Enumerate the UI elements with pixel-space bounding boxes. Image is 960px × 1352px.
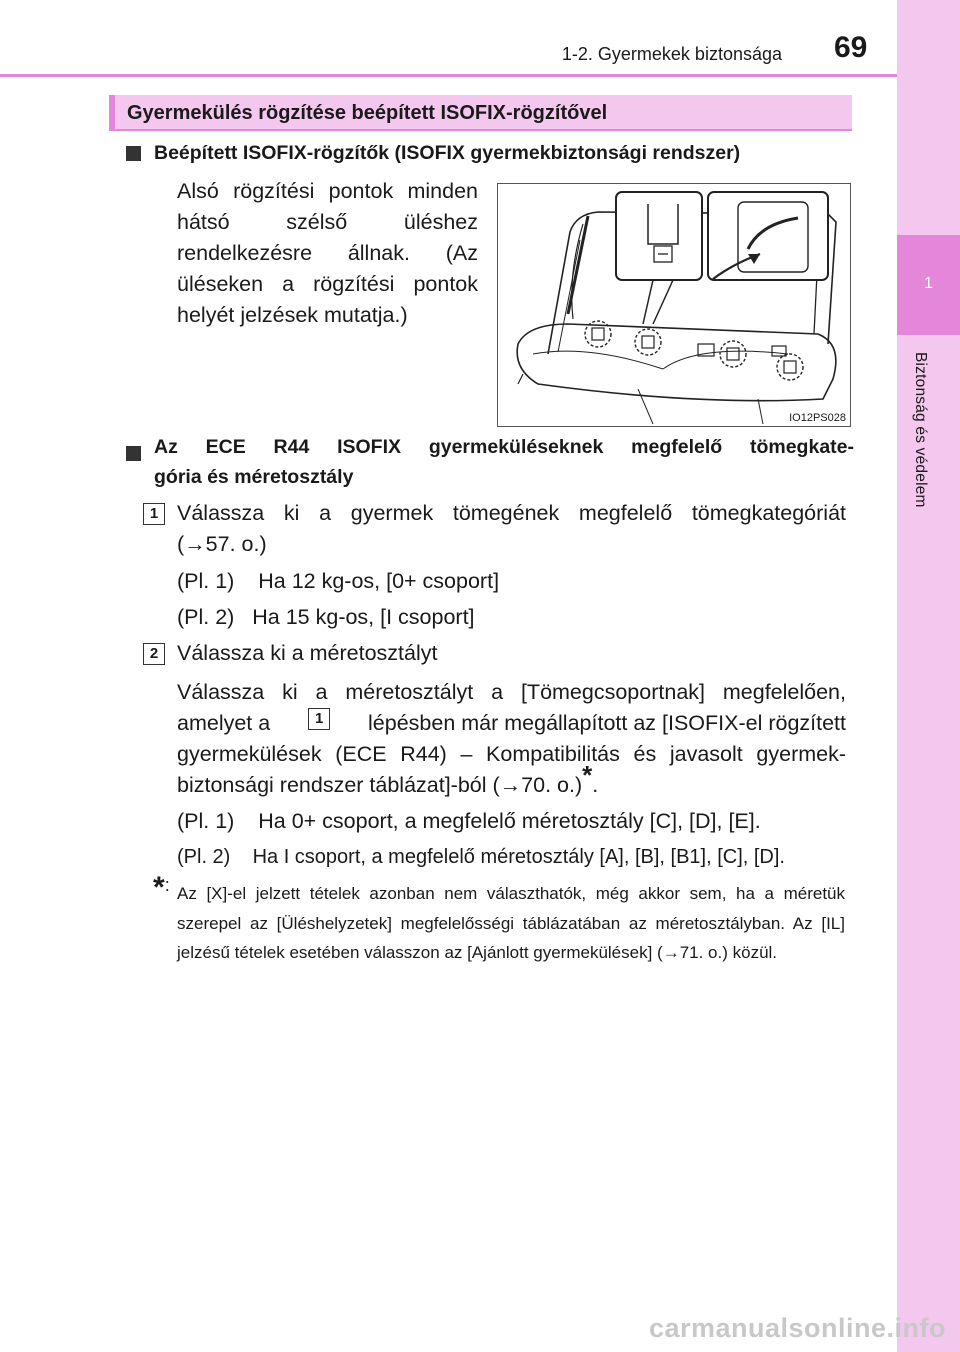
- step-paragraph-fragment: .: [592, 773, 599, 797]
- footnote-text: Az [X]-el jelzett tételek azonban nem választhatók, még akkor sem, ha a méretük szerepel az [Üléshelyzetek] megfelelősségi táblázatában az méretosztályban. Az [IL] jelzésű tételek esetében válasszon az [Ajánlott gyermekülések] (→71. o.) közül.: [177, 884, 845, 962]
- isofix-figure: [497, 183, 851, 427]
- step-example: (Pl. 1) Ha 0+ csoport, a megfelelő méretosztály [C], [D], [E].: [177, 809, 761, 833]
- chapter-number: 1: [924, 275, 933, 292]
- step-paragraph-fragment: lépésben már megállapított az [ISOFIX-el rögzített: [368, 711, 846, 735]
- step-paragraph-line: [177, 708, 846, 738]
- step-number-box: 2: [143, 643, 165, 665]
- step-example: (Pl. 2) Ha I csoport, a megfelelő méretosztály [A], [B], [B1], [C], [D].: [177, 846, 785, 868]
- header-rule: [0, 74, 897, 77]
- section-title-bar: [109, 95, 852, 131]
- step-paragraph-fragment: biztonsági rendszer táblázat]-ból (→70. o.): [177, 773, 583, 797]
- step-example: (Pl. 2) Ha 15 kg-os, [I csoport]: [177, 605, 475, 629]
- figure-code: IO12PS028: [789, 412, 846, 424]
- subsection-heading: Beépített ISOFIX-rögzítők (ISOFIX gyermekbiztonsági rendszer): [154, 142, 741, 164]
- chapter-title: Biztonság és védelem: [912, 352, 929, 508]
- page-number: 69: [834, 31, 868, 64]
- running-header: 1-2. Gyermekek biztonsága: [561, 44, 782, 64]
- step-paragraph-fragment: amelyet a: [177, 711, 271, 735]
- footnote-marker: *:: [153, 871, 170, 904]
- step-text: Válassza ki a gyermek tömegének megfelelő tömegkategóriát: [177, 501, 846, 525]
- watermark: carmanualsonline.info: [648, 1313, 946, 1343]
- step-example: (Pl. 1) Ha 12 kg-os, [0+ csoport]: [177, 569, 500, 593]
- subsection-heading-line2: gória és méretosztály: [154, 466, 354, 488]
- step-text: Válassza ki a méretosztályt: [177, 641, 438, 665]
- bullet-square-icon: [126, 146, 141, 161]
- subsection-body: Alsó rögzítési pontok minden hátsó szélső üléshez rendelkezésre állnak. (Az üléseken a rögzítési pontok helyét jelzések mutatja.): [177, 179, 478, 327]
- step-text-ref: (→57. o.): [177, 532, 267, 556]
- rear-seat-illustration: [498, 184, 850, 426]
- chapter-sidebar: [897, 0, 960, 1352]
- bullet-square-icon: [126, 446, 141, 461]
- step-paragraph-line: Válassza ki a méretosztályt a [Tömegcsoportnak] megfelelően,: [177, 680, 846, 704]
- step-paragraph-line: [177, 759, 599, 800]
- section-title: Gyermekülés rögzítése beépített ISOFIX-rögzítővel: [127, 102, 608, 124]
- subsection-heading-line1: Az ECE R44 ISOFIX gyermeküléseknek megfelelő tömegkate-: [154, 436, 854, 458]
- step-number-box: 1: [143, 503, 165, 525]
- step-paragraph-line: gyermekülések (ECE R44) – Kompatibilitás és javasolt gyermek-: [177, 742, 846, 766]
- step-reference-box: 1: [308, 708, 330, 730]
- footnote-marker: *: [582, 759, 593, 790]
